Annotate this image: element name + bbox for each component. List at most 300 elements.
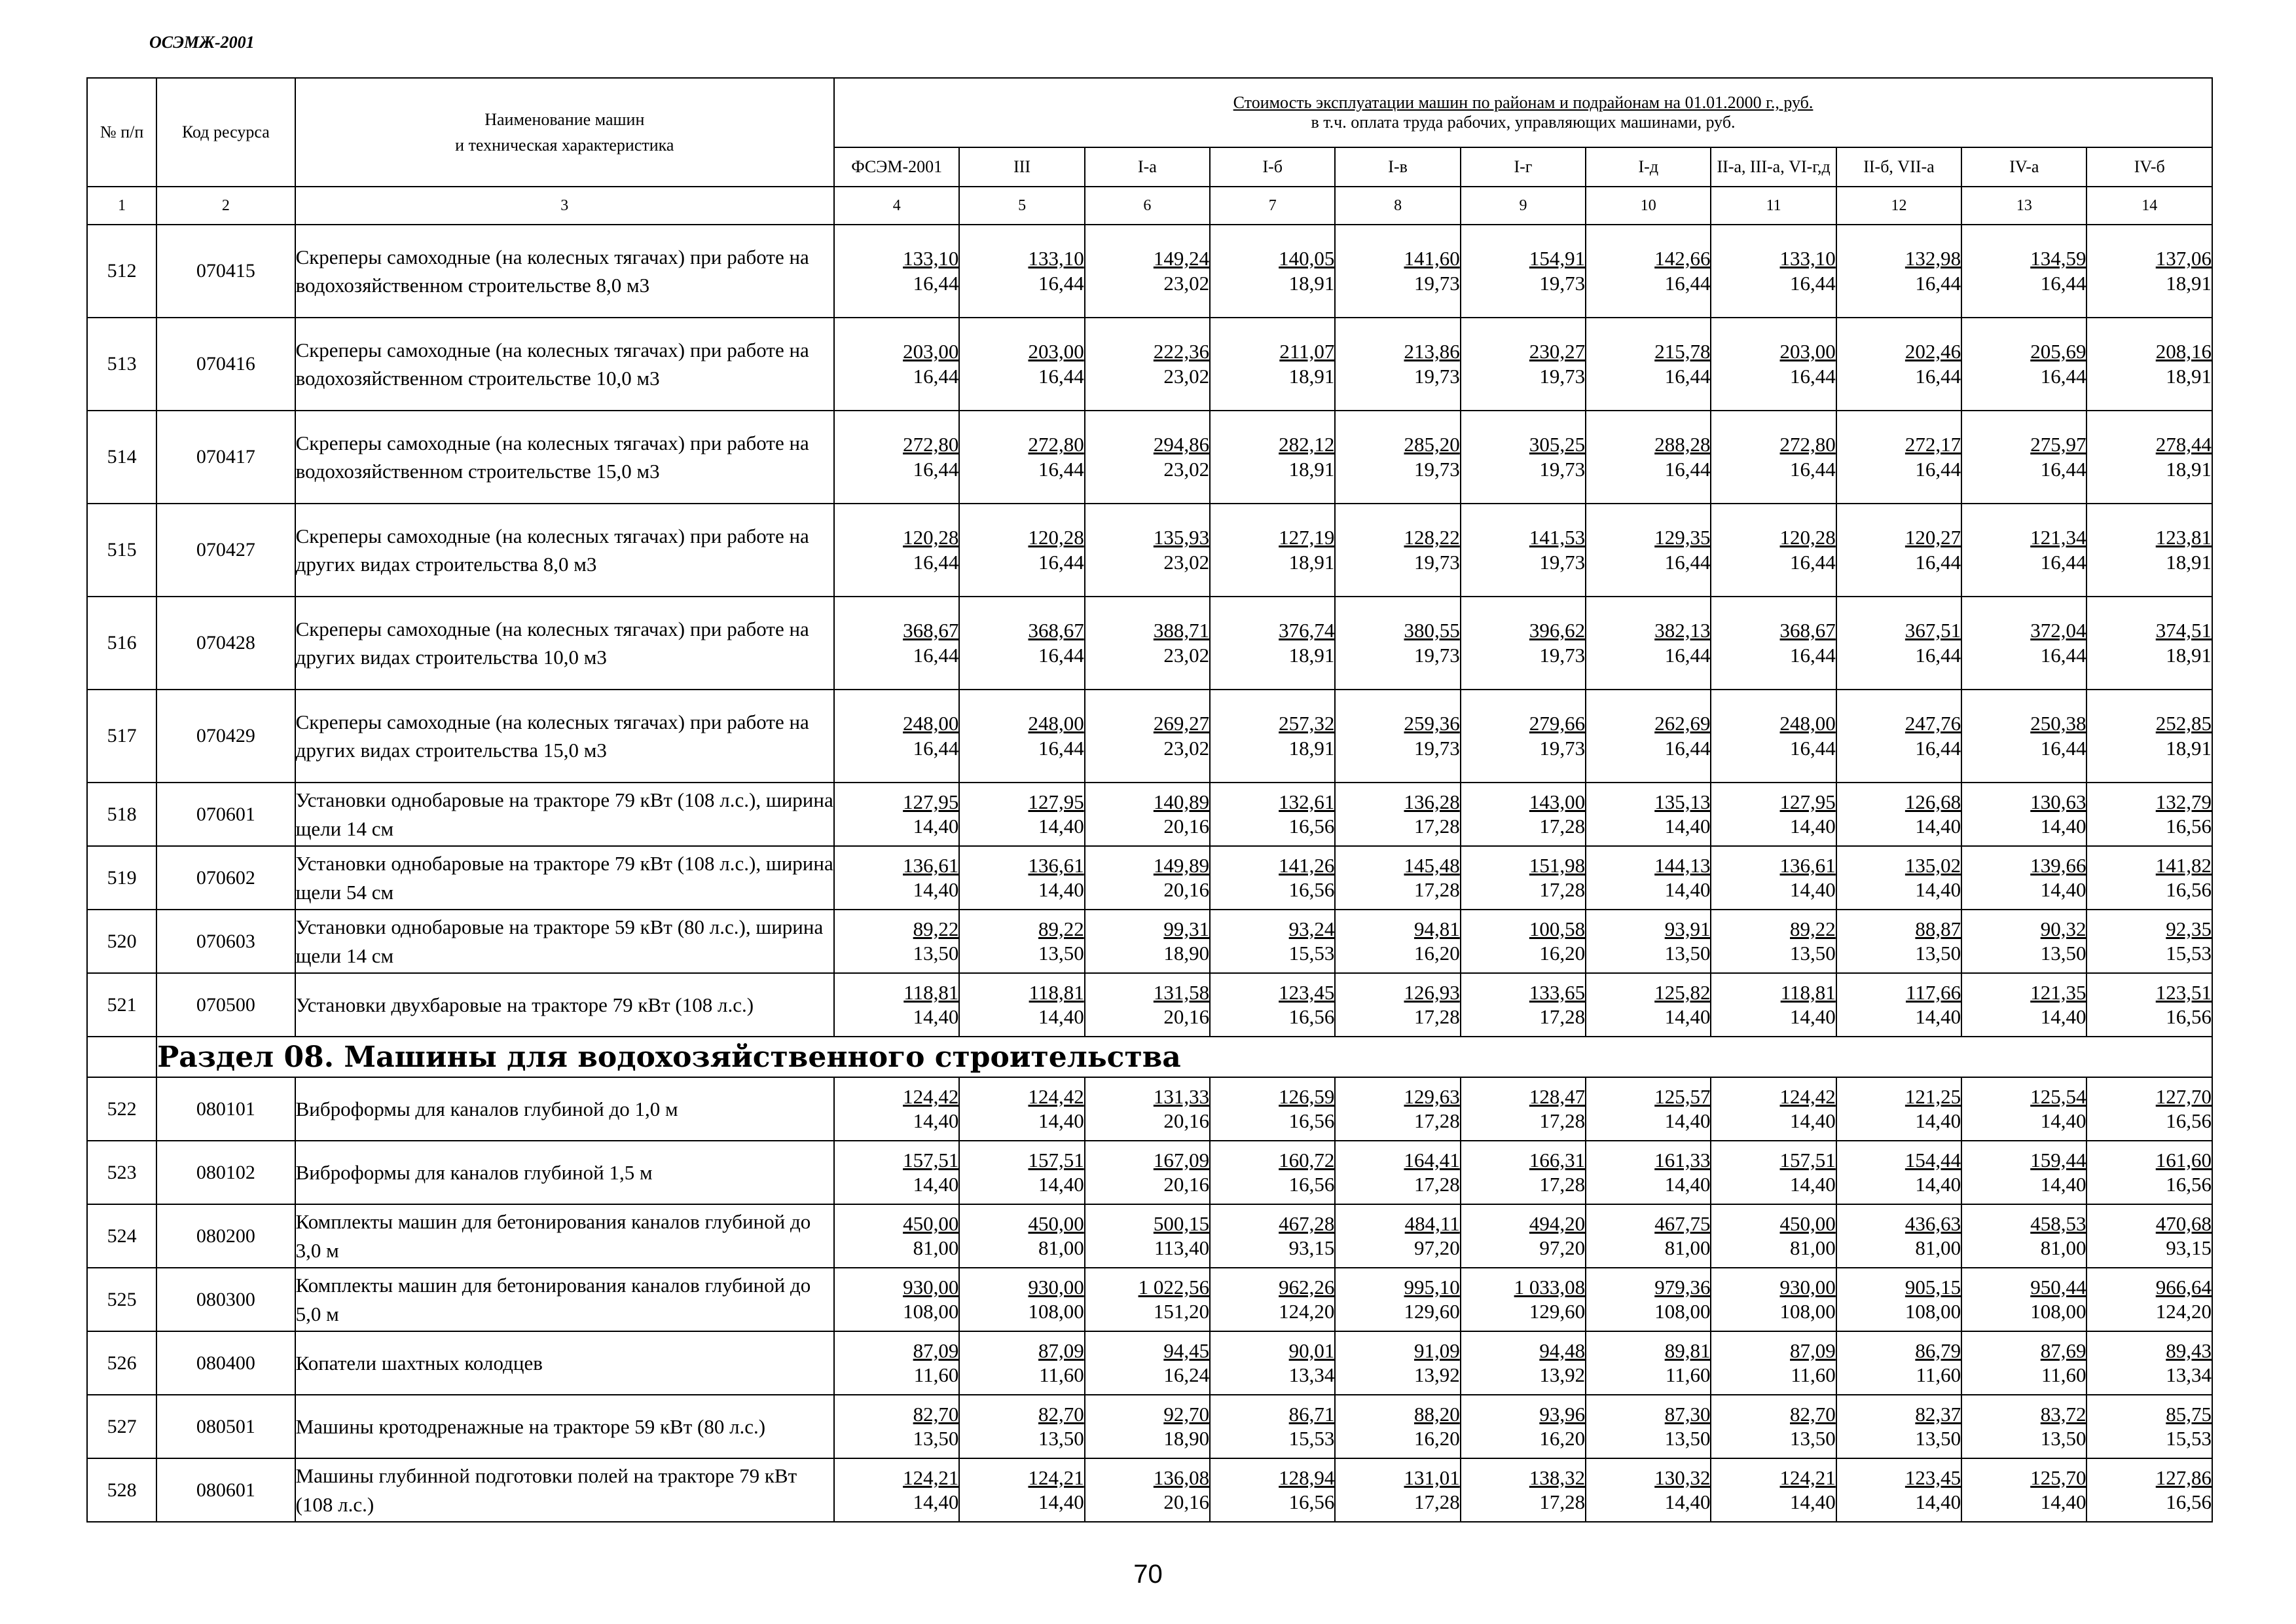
labor-cost: 17,28 — [1414, 1490, 1460, 1513]
operating-cost: 167,09 — [1153, 1148, 1210, 1172]
cost-values — [960, 710, 1084, 761]
operating-cost: 154,91 — [1529, 247, 1586, 270]
labor-cost: 108,00 — [1028, 1300, 1084, 1323]
operating-cost: 82,70 — [1790, 1402, 1836, 1426]
operating-cost: 262,69 — [1654, 712, 1711, 735]
cost-cell — [1586, 846, 1711, 910]
cost-values — [1837, 853, 1961, 903]
labor-cost: 23,02 — [1163, 457, 1210, 481]
header-cost-title: Стоимость эксплуатации машин по районам и подрайонам на 01.01.2000 г., руб. — [1233, 93, 1813, 112]
labor-cost: 14,40 — [1915, 878, 1961, 901]
labor-cost: 14,40 — [2040, 1109, 2086, 1132]
table-row — [87, 504, 2212, 597]
cost-cell — [1836, 973, 1961, 1037]
cost-values — [1461, 710, 1585, 761]
cost-values — [1085, 789, 1209, 840]
operating-cost: 137,06 — [2155, 247, 2212, 270]
cost-cell — [959, 910, 1084, 973]
labor-cost: 16,56 — [1288, 1173, 1335, 1196]
labor-cost: 16,44 — [2040, 457, 2086, 481]
cost-cell — [834, 690, 959, 783]
cost-cell — [1836, 846, 1961, 910]
labor-cost: 16,44 — [1790, 364, 1836, 388]
cost-values — [2087, 1147, 2212, 1198]
cost-values — [1586, 525, 1710, 575]
cost-cell — [959, 1331, 1084, 1395]
cost-cell — [1586, 1077, 1711, 1141]
machine-name: Установки однобаровые на тракторе 79 кВт (108 л.с.), ширина щели 54 см — [295, 846, 834, 910]
cost-values — [1085, 980, 1209, 1030]
labor-cost: 20,16 — [1163, 1005, 1210, 1028]
operating-cost: 132,79 — [2155, 790, 2212, 813]
labor-cost: 14,40 — [1038, 1173, 1084, 1196]
labor-cost: 18,91 — [2166, 643, 2212, 667]
header-column-number: 2 — [156, 187, 295, 225]
labor-cost: 17,28 — [1414, 1109, 1460, 1132]
cost-values — [1336, 980, 1459, 1030]
operating-cost: 85,75 — [2166, 1402, 2212, 1426]
cost-values — [835, 618, 958, 668]
labor-cost: 16,44 — [1664, 643, 1711, 667]
operating-cost: 130,63 — [2030, 790, 2086, 813]
operating-cost: 91,09 — [1414, 1338, 1460, 1362]
cost-values — [1461, 339, 1585, 389]
row-number: 528 — [87, 1458, 156, 1522]
cost-cell — [959, 973, 1084, 1037]
row-number: 527 — [87, 1395, 156, 1458]
labor-cost: 13,92 — [1414, 1363, 1460, 1386]
cost-values — [1711, 1274, 1835, 1325]
operating-cost: 131,58 — [1153, 980, 1210, 1004]
machine-name: Установки однобаровые на тракторе 59 кВт (80 л.с.), ширина щели 14 см — [295, 910, 834, 973]
cost-values — [1837, 710, 1961, 761]
cost-values — [1336, 1084, 1459, 1134]
cost-values — [1711, 916, 1835, 967]
labor-cost: 108,00 — [1654, 1300, 1711, 1323]
labor-cost: 17,28 — [1414, 878, 1460, 901]
labor-cost: 16,44 — [1790, 271, 1836, 295]
operating-cost: 285,20 — [1404, 433, 1460, 456]
table-row — [87, 846, 2212, 910]
cost-values — [1461, 246, 1585, 296]
cost-cell — [959, 1458, 1084, 1522]
operating-cost: 124,21 — [1028, 1466, 1084, 1489]
cost-cell — [1210, 973, 1335, 1037]
operating-cost: 208,16 — [2155, 340, 2212, 363]
operating-cost: 142,66 — [1654, 247, 1711, 270]
row-number: 524 — [87, 1204, 156, 1268]
cost-cell — [2086, 411, 2212, 504]
cost-values — [1586, 710, 1710, 761]
cost-cell — [2086, 597, 2212, 690]
operating-cost: 160,72 — [1279, 1148, 1335, 1172]
operating-cost: 127,95 — [1028, 790, 1084, 813]
operating-cost: 132,98 — [1904, 247, 1961, 270]
cost-cell — [1586, 1141, 1711, 1204]
cost-cell — [1461, 910, 1586, 973]
labor-cost: 14,40 — [1790, 1109, 1836, 1132]
operating-cost: 140,05 — [1279, 247, 1335, 270]
cost-values — [1962, 525, 2086, 575]
operating-cost: 90,01 — [1288, 1338, 1335, 1362]
cost-values — [1336, 1211, 1459, 1261]
operating-cost: 1 033,08 — [1514, 1275, 1586, 1299]
row-number: 513 — [87, 318, 156, 411]
cost-values — [1837, 1401, 1961, 1452]
labor-cost: 14,40 — [1790, 1490, 1836, 1513]
cost-cell — [1961, 690, 2086, 783]
cost-cell — [2086, 973, 2212, 1037]
cost-values — [1837, 1338, 1961, 1388]
operating-cost: 117,66 — [1906, 980, 1961, 1004]
operating-cost: 279,66 — [1529, 712, 1586, 735]
operating-cost: 278,44 — [2155, 433, 2212, 456]
resource-code: 070416 — [156, 318, 295, 411]
labor-cost: 16,56 — [2166, 1109, 2212, 1132]
labor-cost: 81,00 — [1915, 1236, 1961, 1259]
cost-cell — [1461, 1204, 1586, 1268]
operating-cost: 979,36 — [1654, 1275, 1711, 1299]
cost-values — [1962, 853, 2086, 903]
cost-cell — [1210, 1268, 1335, 1331]
labor-cost: 19,73 — [1539, 643, 1586, 667]
cost-values — [835, 1211, 958, 1261]
cost-cell — [834, 318, 959, 411]
cost-values — [1837, 339, 1961, 389]
cost-values — [1085, 1401, 1209, 1452]
header-region: I-б — [1210, 147, 1335, 187]
cost-cell — [1085, 1268, 1210, 1331]
labor-cost: 16,44 — [2040, 643, 2086, 667]
operating-cost: 83,72 — [2040, 1402, 2086, 1426]
cost-cell — [1961, 1077, 2086, 1141]
cost-cell — [1711, 1268, 1836, 1331]
operating-cost: 82,70 — [913, 1402, 959, 1426]
cost-values — [2087, 432, 2212, 482]
operating-cost: 374,51 — [2155, 619, 2212, 642]
cost-values — [1962, 980, 2086, 1030]
cost-values — [960, 1211, 1084, 1261]
cost-values — [1711, 618, 1835, 668]
labor-cost: 11,60 — [913, 1363, 959, 1386]
cost-values — [1211, 1211, 1334, 1261]
labor-cost: 81,00 — [913, 1236, 959, 1259]
labor-cost: 81,00 — [2040, 1236, 2086, 1259]
labor-cost: 23,02 — [1163, 364, 1210, 388]
operating-cost: 87,69 — [2040, 1338, 2086, 1362]
labor-cost: 18,90 — [1163, 942, 1210, 965]
operating-cost: 213,86 — [1404, 340, 1460, 363]
cost-cell — [1335, 597, 1460, 690]
cost-cell — [1335, 225, 1460, 318]
cost-values — [2087, 1338, 2212, 1388]
cost-cell — [1085, 910, 1210, 973]
labor-cost: 16,24 — [1163, 1363, 1210, 1386]
cost-cell — [959, 597, 1084, 690]
labor-cost: 19,73 — [1539, 457, 1586, 481]
cost-cell — [1586, 597, 1711, 690]
cost-cell — [1461, 783, 1586, 846]
cost-cell — [1210, 318, 1335, 411]
labor-cost: 13,50 — [1664, 942, 1711, 965]
cost-cell — [1210, 1077, 1335, 1141]
cost-cell — [1085, 1204, 1210, 1268]
labor-cost: 13,34 — [2166, 1363, 2212, 1386]
labor-cost: 11,60 — [1039, 1363, 1084, 1386]
cost-values — [1461, 432, 1585, 482]
cost-cell — [834, 846, 959, 910]
cost-cell — [959, 1077, 1084, 1141]
operating-cost: 121,35 — [2030, 980, 2086, 1004]
header-region: I-д — [1586, 147, 1711, 187]
cost-values — [1711, 980, 1835, 1030]
cost-values — [1586, 916, 1710, 967]
cost-values — [1711, 1084, 1835, 1134]
cost-values — [1211, 980, 1334, 1030]
labor-cost: 16,20 — [1414, 942, 1460, 965]
operating-cost: 203,00 — [903, 340, 959, 363]
operating-cost: 467,75 — [1654, 1211, 1711, 1235]
cost-values — [1711, 432, 1835, 482]
labor-cost: 16,44 — [1790, 550, 1836, 574]
operating-cost: 450,00 — [903, 1211, 959, 1235]
cost-values — [1962, 1338, 2086, 1388]
cost-cell — [1335, 318, 1460, 411]
operating-cost: 123,81 — [2155, 526, 2212, 549]
cost-values — [1336, 1338, 1459, 1388]
cost-values — [835, 246, 958, 296]
cost-values — [1211, 789, 1334, 840]
cost-cell — [1461, 846, 1586, 910]
operating-cost: 500,15 — [1153, 1211, 1210, 1235]
operating-cost: 88,20 — [1414, 1402, 1460, 1426]
operating-cost: 120,28 — [1779, 526, 1836, 549]
cost-cell — [1085, 597, 1210, 690]
labor-cost: 14,40 — [1915, 1109, 1961, 1132]
cost-cell — [1461, 225, 1586, 318]
cost-cell — [959, 1204, 1084, 1268]
operating-cost: 86,71 — [1288, 1402, 1335, 1426]
machine-name: Скреперы самоходные (на колесных тягачах) при работе на водохозяйственном строительстве 8,0 м3 — [295, 225, 834, 318]
operating-cost: 139,66 — [2030, 853, 2086, 877]
labor-cost: 16,44 — [1664, 550, 1711, 574]
operating-cost: 248,00 — [1028, 712, 1084, 735]
cost-values — [1711, 525, 1835, 575]
labor-cost: 18,91 — [1288, 736, 1335, 760]
machine-name: Установки двухбаровые на тракторе 79 кВт (108 л.с.) — [295, 973, 834, 1037]
cost-values — [1962, 432, 2086, 482]
labor-cost: 14,40 — [1790, 815, 1836, 838]
header-name-line2: и техническая характеристика — [455, 136, 674, 155]
cost-values — [1711, 1147, 1835, 1198]
operating-cost: 118,81 — [903, 980, 959, 1004]
cost-cell — [1210, 910, 1335, 973]
table-row — [87, 1331, 2212, 1395]
labor-cost: 11,60 — [1916, 1363, 1961, 1386]
cost-values — [1085, 246, 1209, 296]
operating-cost: 962,26 — [1279, 1275, 1335, 1299]
labor-cost: 19,73 — [1539, 736, 1586, 760]
resource-code: 070427 — [156, 504, 295, 597]
operating-cost: 1 022,56 — [1138, 1275, 1210, 1299]
cost-values — [1586, 1147, 1710, 1198]
row-number: 526 — [87, 1331, 156, 1395]
cost-values — [1962, 1147, 2086, 1198]
row-number: 522 — [87, 1077, 156, 1141]
cost-values — [960, 432, 1084, 482]
resource-code: 070428 — [156, 597, 295, 690]
operating-cost: 376,74 — [1279, 619, 1335, 642]
cost-values — [1711, 1465, 1835, 1515]
cost-values — [1711, 710, 1835, 761]
labor-cost: 81,00 — [1664, 1236, 1711, 1259]
cost-values — [1211, 246, 1334, 296]
cost-cell — [2086, 1395, 2212, 1458]
labor-cost: 19,73 — [1414, 550, 1460, 574]
cost-values — [1711, 246, 1835, 296]
operating-cost: 368,67 — [903, 619, 959, 642]
labor-cost: 16,56 — [2166, 815, 2212, 838]
cost-cell — [1586, 225, 1711, 318]
labor-cost: 18,90 — [1163, 1427, 1210, 1450]
operating-cost: 388,71 — [1153, 619, 1210, 642]
row-number: 516 — [87, 597, 156, 690]
labor-cost: 16,44 — [1915, 271, 1961, 295]
operating-cost: 166,31 — [1529, 1148, 1586, 1172]
column-number-row — [87, 187, 2212, 225]
operating-cost: 458,53 — [2030, 1211, 2086, 1235]
table-row — [87, 690, 2212, 783]
machine-name: Скреперы самоходные (на колесных тягачах) при работе на водохозяйственном строительстве 10,0 м3 — [295, 318, 834, 411]
labor-cost: 14,40 — [913, 878, 959, 901]
labor-cost: 19,73 — [1414, 271, 1460, 295]
machine-name: Скреперы самоходные (на колесных тягачах) при работе на водохозяйственном строительстве 15,0 м3 — [295, 411, 834, 504]
cost-cell — [834, 1458, 959, 1522]
operating-cost: 121,25 — [1904, 1084, 1961, 1108]
operating-cost: 211,07 — [1279, 340, 1335, 363]
cost-cell — [1210, 411, 1335, 504]
labor-cost: 14,40 — [1664, 1173, 1711, 1196]
cost-cell — [1461, 504, 1586, 597]
cost-values — [1211, 1338, 1334, 1388]
cost-values — [1837, 789, 1961, 840]
cost-cell — [1711, 910, 1836, 973]
operating-cost: 257,32 — [1279, 712, 1335, 735]
cost-cell — [1085, 783, 1210, 846]
labor-cost: 14,40 — [1038, 1005, 1084, 1028]
cost-cell — [1711, 504, 1836, 597]
machine-name: Скреперы самоходные (на колесных тягачах) при работе на других видах строительства 10,0 м3 — [295, 597, 834, 690]
labor-cost: 16,44 — [1915, 736, 1961, 760]
cost-values — [1085, 853, 1209, 903]
cost-values — [960, 1274, 1084, 1325]
operating-cost: 135,02 — [1904, 853, 1961, 877]
cost-cell — [1461, 973, 1586, 1037]
cost-cell — [1711, 690, 1836, 783]
cost-values — [1837, 618, 1961, 668]
operating-cost: 230,27 — [1529, 340, 1586, 363]
labor-cost: 93,15 — [2166, 1236, 2212, 1259]
cost-cell — [1210, 783, 1335, 846]
operating-cost: 131,33 — [1153, 1084, 1210, 1108]
cost-values — [835, 525, 958, 575]
machine-name: Установки однобаровые на тракторе 79 кВт (108 л.с.), ширина щели 14 см — [295, 783, 834, 846]
operating-cost: 133,10 — [1028, 247, 1084, 270]
header-name — [295, 78, 834, 187]
cost-cell — [1586, 1204, 1711, 1268]
cost-values — [1461, 1338, 1585, 1388]
cost-values — [2087, 1465, 2212, 1515]
operating-cost: 202,46 — [1904, 340, 1961, 363]
cost-values — [1461, 1465, 1585, 1515]
operating-cost: 149,24 — [1153, 247, 1210, 270]
table-row — [87, 225, 2212, 318]
page-number: 70 — [1133, 1560, 1163, 1589]
labor-cost: 16,44 — [1790, 643, 1836, 667]
cost-values — [1336, 916, 1459, 967]
header-region: I-в — [1335, 147, 1460, 187]
machine-name: Машины кротодренажные на тракторе 59 кВт (80 л.с.) — [295, 1395, 834, 1458]
operating-cost: 159,44 — [2030, 1148, 2086, 1172]
labor-cost: 13,50 — [1038, 1427, 1084, 1450]
cost-cell — [1711, 1458, 1836, 1522]
operating-cost: 87,09 — [913, 1338, 959, 1362]
labor-cost: 17,28 — [1539, 1109, 1586, 1132]
labor-cost: 13,50 — [1915, 942, 1961, 965]
cost-cell — [1961, 1268, 2086, 1331]
cost-values — [2087, 525, 2212, 575]
row-number: 519 — [87, 846, 156, 910]
operating-cost: 294,86 — [1153, 433, 1210, 456]
operating-cost: 124,42 — [1779, 1084, 1836, 1108]
row-number: 521 — [87, 973, 156, 1037]
header-column-number: 14 — [2086, 187, 2212, 225]
cost-values — [1962, 246, 2086, 296]
labor-cost: 97,20 — [1414, 1236, 1460, 1259]
cost-values — [1211, 1147, 1334, 1198]
cost-cell — [2086, 1331, 2212, 1395]
operating-cost: 252,85 — [2155, 712, 2212, 735]
cost-cell — [2086, 1268, 2212, 1331]
table-row — [87, 1395, 2212, 1458]
cost-cell — [1461, 1458, 1586, 1522]
cost-values — [1085, 339, 1209, 389]
cost-cell — [1961, 783, 2086, 846]
cost-values — [2087, 1211, 2212, 1261]
resource-code: 080300 — [156, 1268, 295, 1331]
labor-cost: 14,40 — [1664, 1005, 1711, 1028]
labor-cost: 16,44 — [2040, 736, 2086, 760]
cost-values — [1711, 1401, 1835, 1452]
resource-code: 070415 — [156, 225, 295, 318]
operating-cost: 121,34 — [2030, 526, 2086, 549]
operating-cost: 372,04 — [2030, 619, 2086, 642]
cost-values — [1711, 1338, 1835, 1388]
cost-cell — [1961, 1204, 2086, 1268]
header-column-number: 3 — [295, 187, 834, 225]
labor-cost: 19,73 — [1539, 271, 1586, 295]
cost-cell — [1210, 1395, 1335, 1458]
cost-values — [1211, 432, 1334, 482]
cost-cell — [1711, 1141, 1836, 1204]
labor-cost: 17,28 — [1539, 1490, 1586, 1513]
cost-cell — [1961, 1458, 2086, 1522]
cost-cell — [2086, 1077, 2212, 1141]
operating-cost: 124,42 — [1028, 1084, 1084, 1108]
resource-code: 080200 — [156, 1204, 295, 1268]
table-body-section-07 — [87, 225, 2212, 1037]
header-column-number: 4 — [834, 187, 959, 225]
